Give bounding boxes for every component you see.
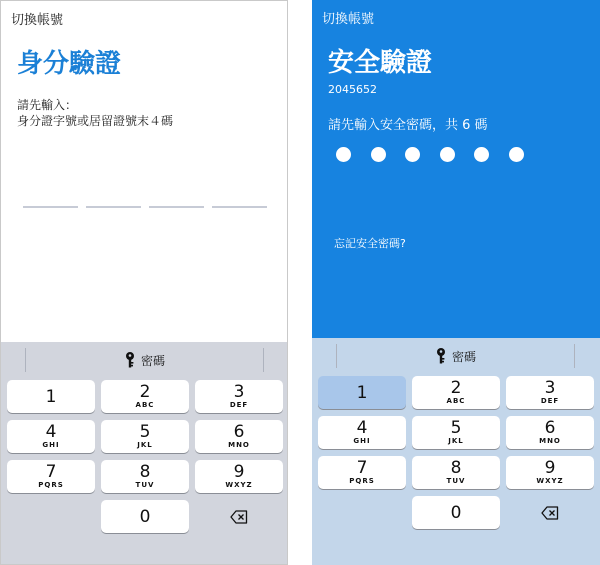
key-4[interactable]: 4 GHI xyxy=(7,420,95,453)
pin-dot xyxy=(371,147,386,162)
keyboard-title: 密碼 xyxy=(451,349,476,364)
key-2[interactable]: 2 ABC xyxy=(101,380,189,413)
security-verification-screen xyxy=(312,0,600,565)
account-number: 2045652 xyxy=(328,83,377,96)
key-3[interactable]: 3 DEF xyxy=(195,380,283,413)
key-0[interactable]: 0 xyxy=(101,500,189,533)
key-1[interactable]: 1 xyxy=(318,376,406,409)
key-8[interactable]: 8 TUV xyxy=(412,456,500,489)
key-5[interactable]: 5 JKL xyxy=(101,420,189,453)
key-8[interactable]: 8 TUV xyxy=(101,460,189,493)
delete-key[interactable] xyxy=(195,500,283,533)
key-9[interactable]: 9 WXYZ xyxy=(195,460,283,493)
identity-verification-screen xyxy=(0,0,288,565)
instruction-text xyxy=(17,97,173,129)
blank-key xyxy=(7,500,95,533)
pin-dot xyxy=(474,147,489,162)
key-6[interactable]: 6 MNO xyxy=(195,420,283,453)
keyboard-title: 密碼 xyxy=(140,353,165,368)
backspace-icon xyxy=(541,506,559,520)
key-3[interactable]: 3 DEF xyxy=(506,376,594,409)
digit-slot xyxy=(86,206,141,208)
numeric-keyboard xyxy=(1,342,288,565)
instruction-line: 身分證字號或居留證號末４碼 xyxy=(17,114,174,128)
pin-dot xyxy=(509,147,524,162)
switch-account-link[interactable]: 切換帳號 xyxy=(322,12,375,27)
key-2[interactable]: 2 ABC xyxy=(412,376,500,409)
numeric-keyboard xyxy=(312,338,600,565)
backspace-icon xyxy=(230,510,248,524)
keyboard-header xyxy=(1,342,288,378)
keypad xyxy=(7,380,283,533)
key-9[interactable]: 9 WXYZ xyxy=(506,456,594,489)
key-5[interactable]: 5 JKL xyxy=(412,416,500,449)
key-4[interactable]: 4 GHI xyxy=(318,416,406,449)
pin-dot xyxy=(405,147,420,162)
switch-account-link[interactable]: 切換帳號 xyxy=(11,13,64,28)
keyboard-header xyxy=(312,338,600,374)
digit-input-slots[interactable] xyxy=(23,206,267,210)
page-title: 安全驗證 xyxy=(328,48,433,78)
key-0[interactable]: 0 xyxy=(412,496,500,529)
key-icon xyxy=(436,348,446,364)
digit-slot xyxy=(23,206,78,208)
delete-key[interactable] xyxy=(506,496,594,529)
digit-slot xyxy=(212,206,267,208)
forgot-password-link[interactable]: 忘記安全密碼? xyxy=(334,237,406,250)
key-7[interactable]: 7 PQRS xyxy=(318,456,406,489)
key-6[interactable]: 6 MNO xyxy=(506,416,594,449)
pin-dots[interactable] xyxy=(336,147,524,163)
blank-key xyxy=(318,496,406,529)
key-icon xyxy=(125,352,135,368)
keypad xyxy=(318,376,594,529)
instruction-text: 請先輸入安全密碼，共 6 碼 xyxy=(328,118,488,133)
digit-slot xyxy=(149,206,204,208)
pin-dot xyxy=(336,147,351,162)
page-title: 身分驗證 xyxy=(17,49,122,79)
pin-dot xyxy=(440,147,455,162)
key-7[interactable]: 7 PQRS xyxy=(7,460,95,493)
instruction-line: 請先輸入： xyxy=(17,98,78,112)
key-1[interactable]: 1 xyxy=(7,380,95,413)
